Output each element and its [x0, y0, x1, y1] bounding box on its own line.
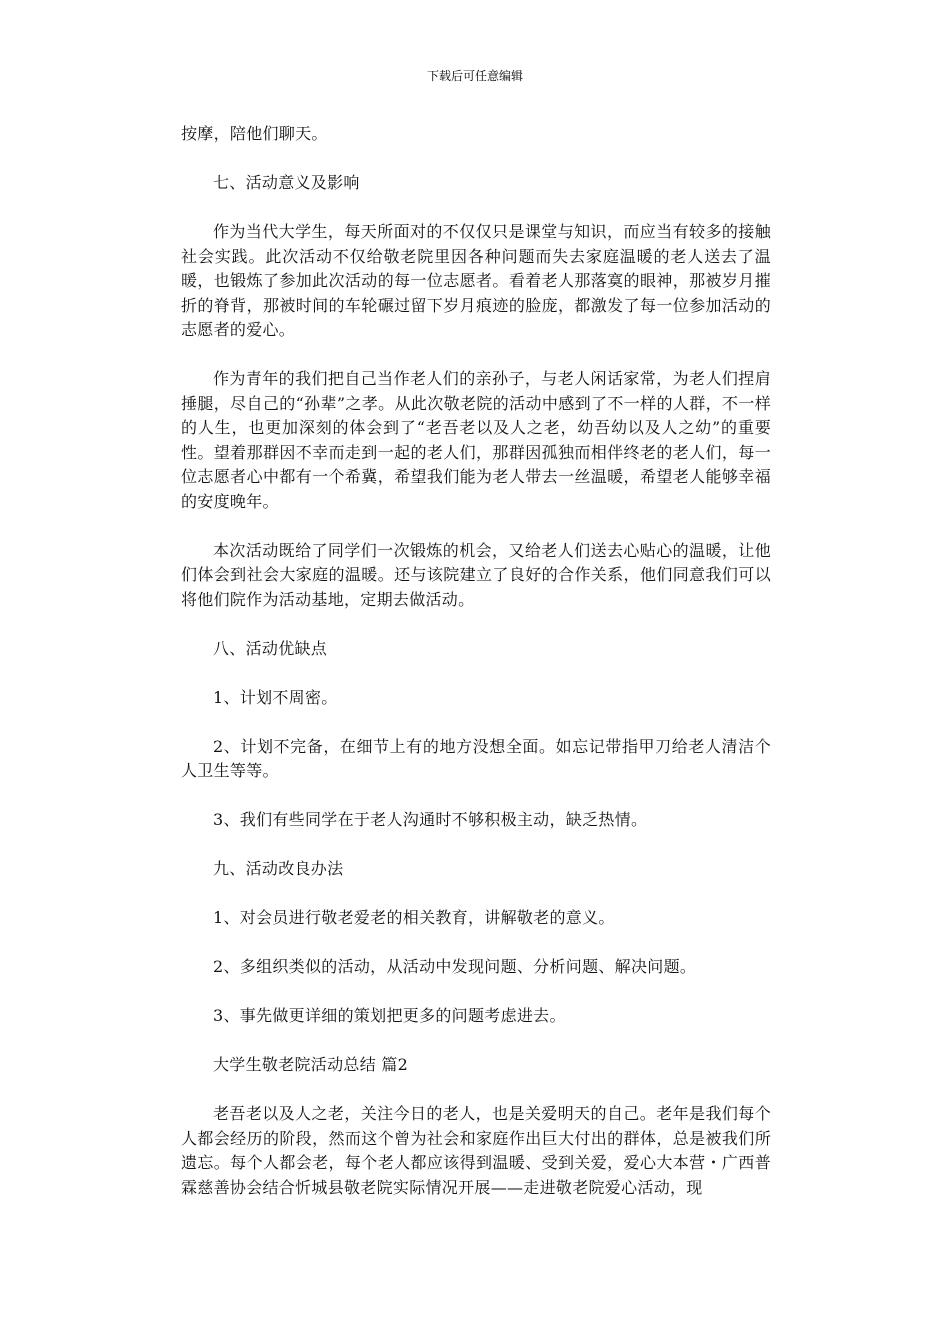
paragraph-continuation: 按摩，陪他们聊天。: [181, 124, 328, 143]
page-header: 下载后可任意编辑: [426, 69, 523, 83]
section-heading-9: 九、活动改良办法: [213, 859, 344, 878]
section-heading-7: 七、活动意义及影响: [213, 173, 360, 192]
paragraph-significance: 作为当代大学生，每天所面对的不仅仅只是课堂与知识，而应当有较多的接触社会实践。此次活动不仅给敬老院里因各种问题而失去家庭温暖的老人送去了温暖，也锻炼了参加此次活动的每一位志愿者。看着老人那落寞的眼神，那被岁月摧折的脊背，那被时间的车轮碾过留下岁月痕迹的脸庞，都激发了每一位参加活动的志愿者的爱心。: [181, 222, 771, 339]
paragraph-intro-part-2: 老吾老以及人之老，关注今日的老人，也是关爱明天的自己。老年是我们每个人都会经历的阶段，然而这个曾为社会和家庭作出巨大付出的群体，总是被我们所遗忘。每个人都会老，每个老人都应该得到温暖、受到关爱，爱心大本营・广西普霖慈善协会结合忻城县敬老院实际情况开展——走进敬老院爱心活动，现: [181, 1104, 771, 1197]
list-item: 3、事先做更详细的策划把更多的问题考虑进去。: [213, 1006, 566, 1025]
paragraph-volunteers: 作为青年的我们把自己当作老人们的亲孙子，与老人闲话家常，为老人们捏肩捶腿，尽自己的“孙辈”之孝。从此次敬老院的活动中感到了不一样的人群，不一样的人生，也更加深刻的体会到了“老吾老以及人之老，幼吾幼以及人之幼”的重要性。望着那群因不幸而走到一起的老人们，那群因孤独而相伴终老的老人们，每一位志愿者心中都有一个希冀，希望我们能为老人带去一丝温暖，希望老人能够幸福的安度晚年。: [181, 369, 771, 511]
paragraph-outcome: 本次活动既给了同学们一次锻炼的机会，又给老人们送去心贴心的温暖，让他们体会到社会大家庭的温暖。还与该院建立了良好的合作关系，他们同意我们可以将他们院作为活动基地，定期去做活动。: [181, 540, 771, 609]
article-title-part-2: 大学生敬老院活动总结 篇2: [213, 1055, 409, 1074]
list-item: 2、计划不完备，在细节上有的地方没想全面。如忘记带指甲刀给老人清洁个人卫生等等。: [181, 736, 771, 780]
list-item: 1、计划不周密。: [213, 687, 338, 707]
list-item: 3、我们有些同学在于老人沟通时不够积极主动，缺乏热情。: [213, 810, 648, 829]
list-item: 1、对会员进行敬老爱老的相关教育，讲解敬老的意义。: [213, 908, 615, 927]
list-item: 2、多组织类似的活动，从活动中发现问题、分析问题、解决问题。: [213, 957, 697, 976]
document-body: [181, 122, 771, 1225]
section-heading-8: 八、活动优缺点: [213, 638, 328, 658]
